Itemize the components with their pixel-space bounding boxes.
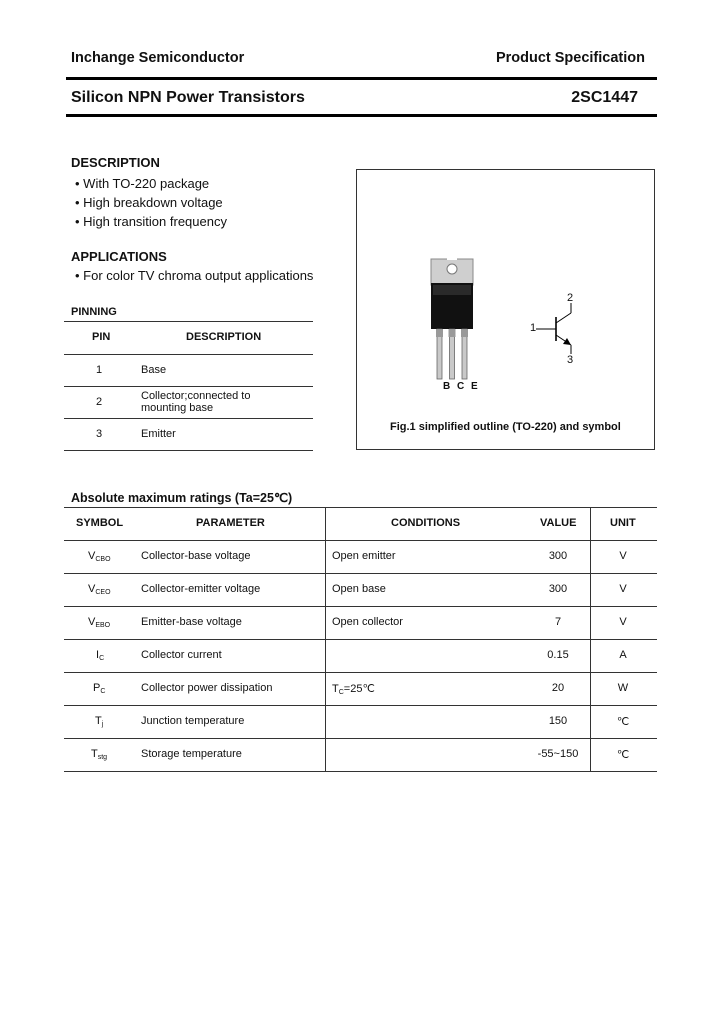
pinning-heading: PINNING — [71, 306, 117, 318]
conditions-cell: Open emitter — [332, 550, 396, 562]
parameter-cell: Emitter-base voltage — [141, 616, 242, 628]
unit-cell: W — [617, 682, 629, 694]
unit-cell: ℃ — [616, 716, 630, 728]
symbol-cell: $T_j$ — [95, 715, 104, 728]
table-rule — [64, 738, 657, 739]
value-cell: 20 — [551, 682, 565, 694]
pinning-rule — [64, 450, 313, 451]
parameter-cell: Junction temperature — [141, 715, 245, 727]
value-cell: 300 — [548, 550, 568, 562]
value-cell: 150 — [548, 715, 568, 727]
symbol-cell: $I_C$ — [96, 649, 105, 662]
figure-caption: Fig.1 simplified outline (TO-220) and symbol — [390, 421, 621, 433]
col-value: VALUE — [540, 517, 577, 529]
pinning-rule — [64, 354, 313, 355]
pin-number: 2 — [96, 396, 103, 408]
pin-number: 3 — [96, 428, 103, 440]
unit-cell: V — [619, 616, 627, 628]
list-item: • For color TV chroma output applications — [75, 268, 314, 283]
part-number: 2SC1447 — [571, 89, 638, 106]
parameter-cell: Collector-emitter voltage — [141, 583, 261, 595]
conditions-cell: Open base — [332, 583, 386, 595]
pinning-rule — [64, 418, 313, 419]
pin-number: 1 — [96, 364, 103, 376]
col-conditions: CONDITIONS — [391, 517, 461, 529]
pin-desc: Collector;connected to mounting base — [141, 390, 251, 414]
parameter-cell: Collector-base voltage — [141, 550, 251, 562]
parameter-cell: Collector current — [141, 649, 222, 661]
conditions-cell: Open collector — [332, 616, 403, 628]
value-cell: 7 — [554, 616, 562, 628]
table-rule — [64, 672, 657, 673]
header-rule-top — [66, 77, 657, 80]
table-rule — [64, 540, 657, 541]
pinning-rule — [64, 321, 313, 322]
pinning-col-desc: DESCRIPTION — [186, 331, 262, 343]
applications-list — [75, 268, 313, 283]
list-item: • With TO-220 package — [75, 176, 210, 191]
symbol-pin-collector: 2 — [567, 292, 574, 304]
doc-type: Product Specification — [495, 50, 645, 66]
symbol-pin-emitter: 3 — [567, 354, 574, 366]
symbol-cell: $V_{EBO}$ — [88, 616, 111, 629]
table-rule — [64, 771, 657, 772]
value-cell: -55~150 — [537, 748, 579, 760]
table-rule — [64, 573, 657, 574]
symbol-cell: $P_C$ — [93, 682, 106, 695]
description-heading: DESCRIPTION — [71, 155, 160, 170]
unit-cell: V — [619, 583, 627, 595]
table-rule — [64, 705, 657, 706]
description-list — [75, 174, 227, 231]
lead-labels: B C E — [443, 381, 480, 392]
ratings-table — [64, 507, 657, 771]
to220-package-image — [417, 255, 487, 395]
col-unit: UNIT — [610, 517, 636, 529]
ratings-heading: Absolute maximum ratings (Ta=25℃) — [71, 491, 293, 505]
conditions-cell: $T_C=25℃$ — [332, 683, 375, 696]
product-line-title: Silicon NPN Power Transistors — [71, 89, 305, 106]
unit-cell: ℃ — [616, 749, 630, 761]
col-symbol: SYMBOL — [76, 517, 124, 529]
symbol-cell: $V_{CEO}$ — [88, 583, 111, 596]
pin-desc: Emitter — [141, 428, 176, 440]
table-col-rule — [590, 507, 591, 771]
list-item: • High breakdown voltage — [75, 195, 223, 210]
header-rule-bottom — [66, 114, 657, 117]
pin-desc: Base — [141, 364, 167, 376]
pinning-col-pin: PIN — [92, 331, 111, 343]
pinning-rule — [64, 386, 313, 387]
value-cell: 0.15 — [547, 649, 569, 661]
symbol-pin-base: 1 — [530, 322, 537, 334]
col-parameter: PARAMETER — [196, 517, 265, 529]
value-cell: 300 — [548, 583, 568, 595]
list-item: • High transition frequency — [75, 214, 227, 229]
figure-box — [356, 169, 655, 450]
symbol-cell: $V_{CBO}$ — [88, 550, 111, 563]
company-name: Inchange Semiconductor — [71, 50, 245, 66]
parameter-cell: Collector power dissipation — [141, 682, 273, 694]
applications-heading: APPLICATIONS — [71, 249, 167, 264]
table-rule — [64, 639, 657, 640]
unit-cell: A — [619, 649, 627, 661]
table-rule — [64, 507, 657, 508]
table-rule — [64, 606, 657, 607]
unit-cell: V — [619, 550, 627, 562]
parameter-cell: Storage temperature — [141, 748, 242, 760]
symbol-cell: $T_{stg}$ — [91, 748, 108, 761]
table-col-rule — [325, 507, 326, 771]
